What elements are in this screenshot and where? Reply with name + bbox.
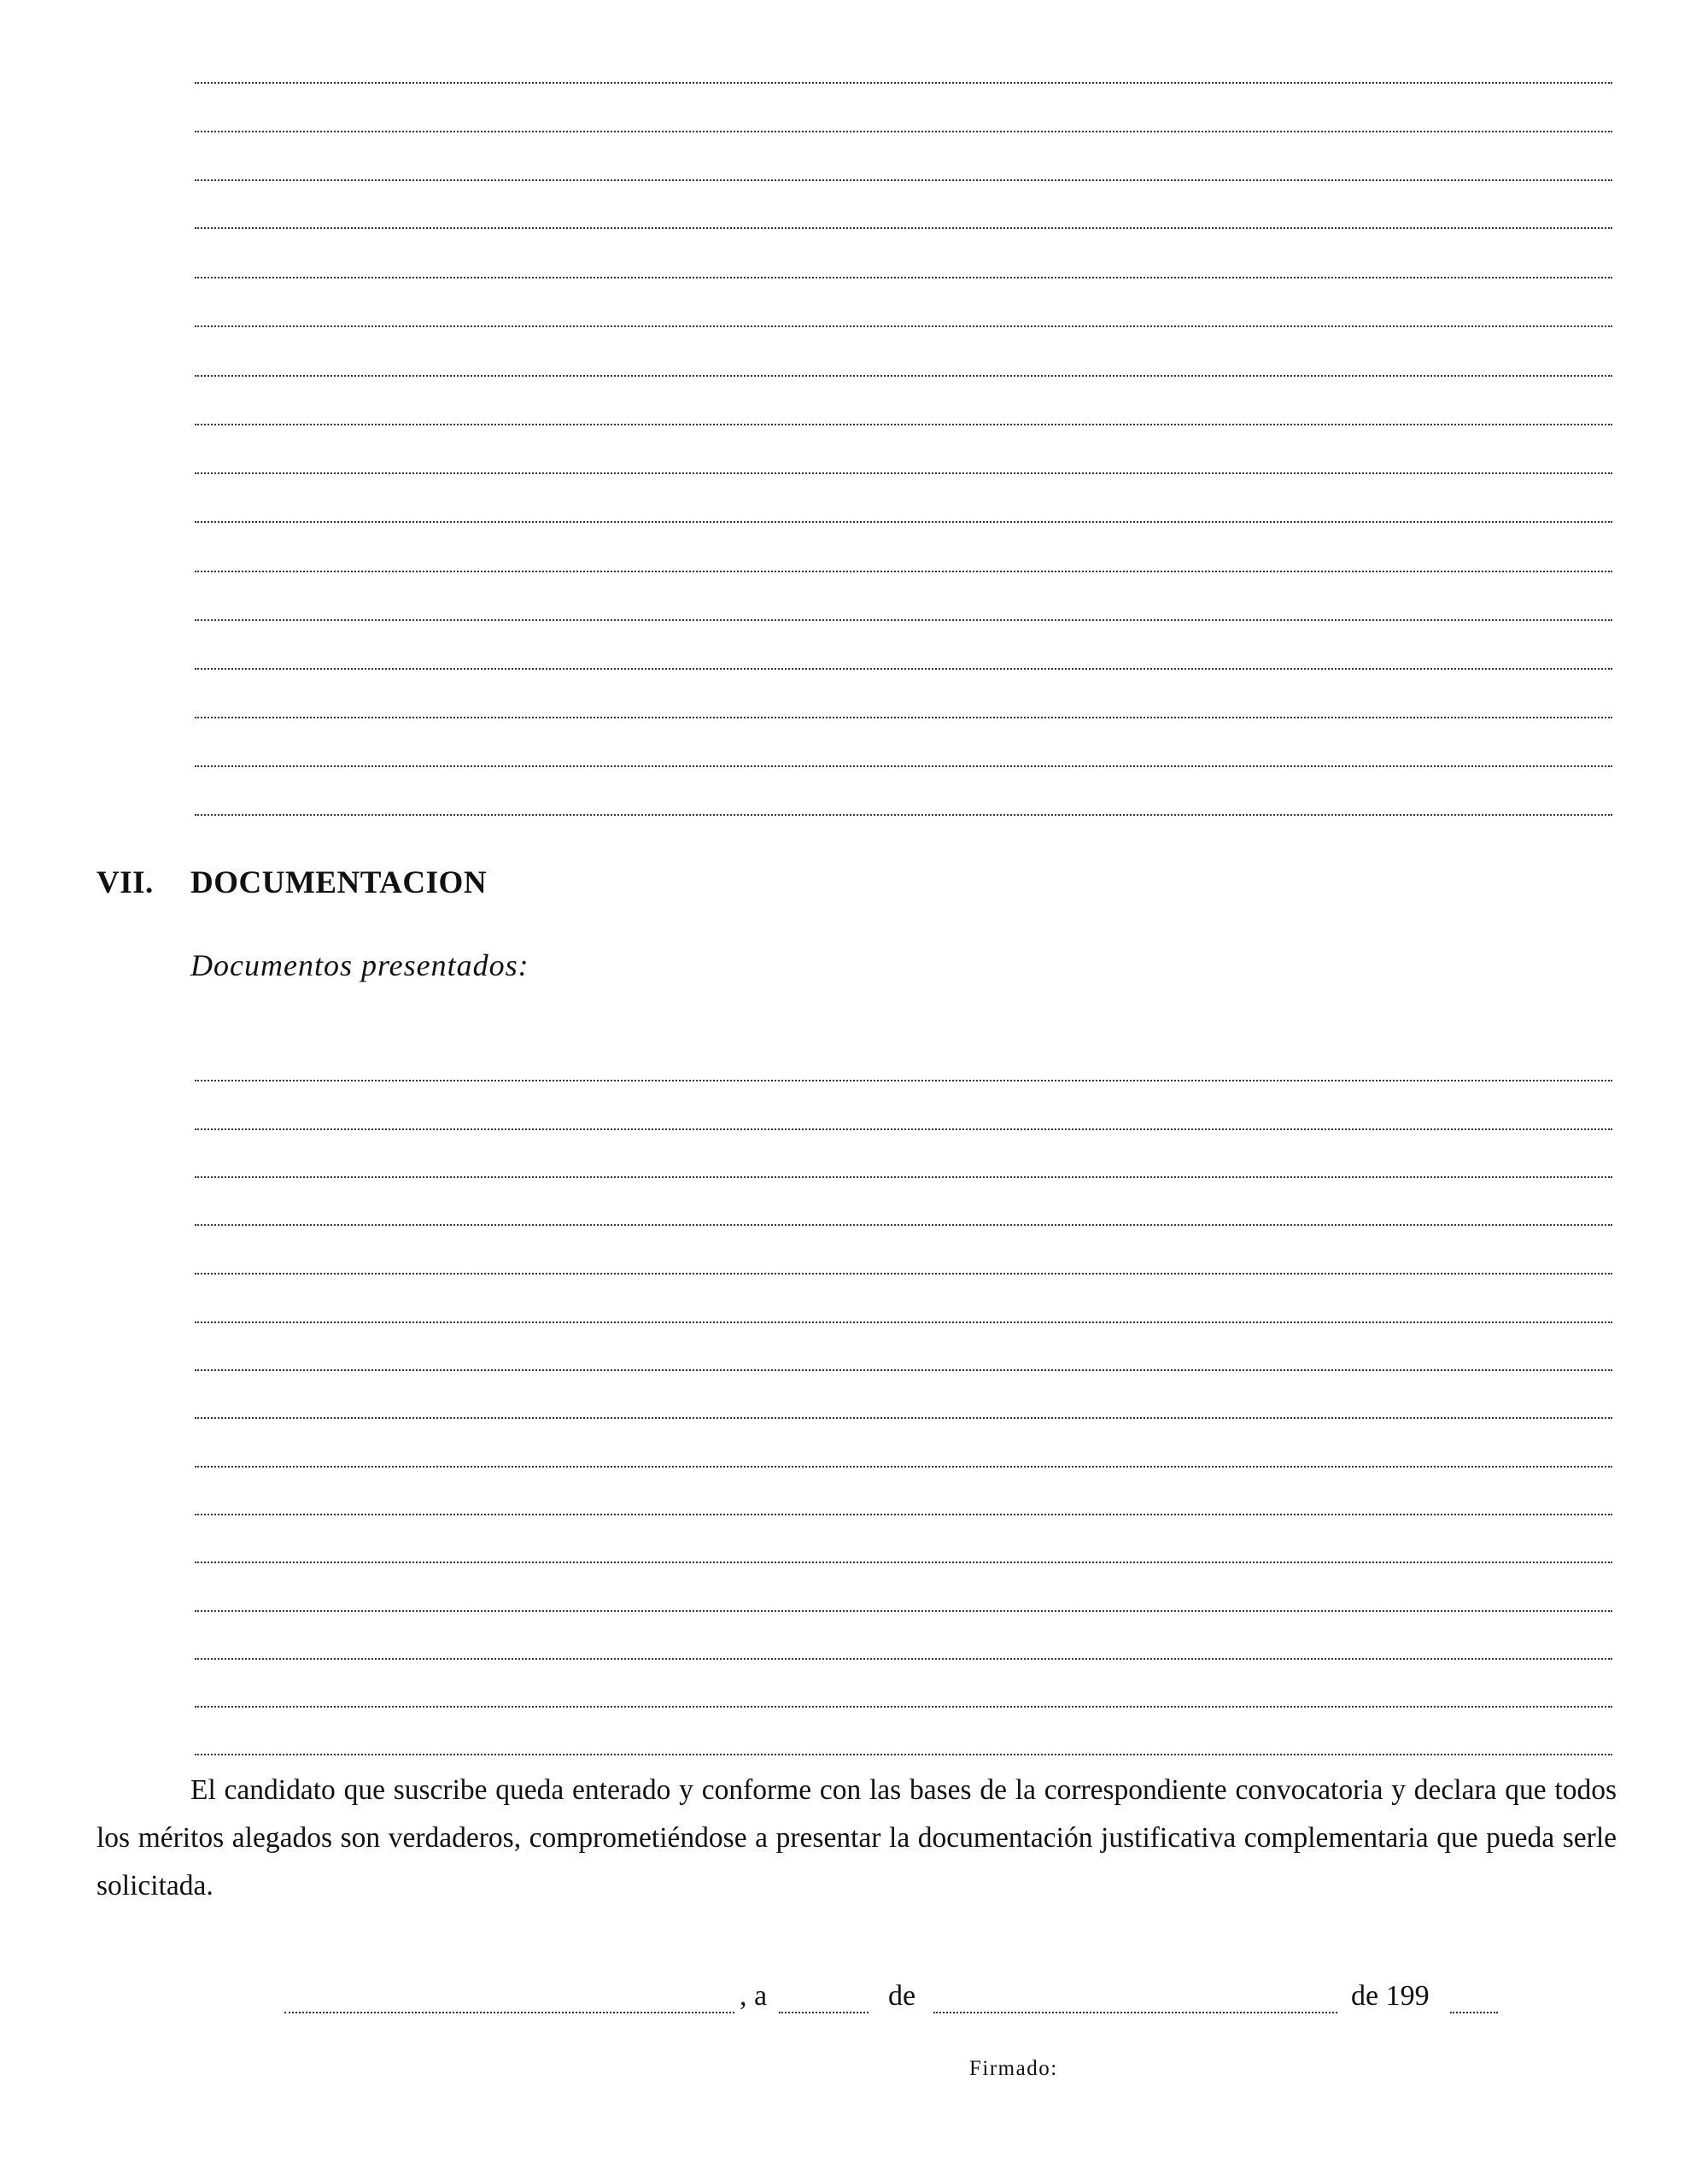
documents-subtitle: Documentos presentados: bbox=[190, 948, 529, 982]
blank-line[interactable] bbox=[195, 668, 1612, 670]
blank-line[interactable] bbox=[195, 765, 1612, 767]
blank-line[interactable] bbox=[195, 1754, 1612, 1755]
previous-section-blank-lines bbox=[195, 0, 1612, 837]
blank-line[interactable] bbox=[195, 277, 1612, 278]
blank-line[interactable] bbox=[195, 227, 1612, 229]
blank-line[interactable] bbox=[195, 619, 1612, 621]
blank-line[interactable] bbox=[195, 131, 1612, 132]
month-field[interactable] bbox=[933, 2012, 1337, 2013]
blank-line[interactable] bbox=[195, 1706, 1612, 1708]
blank-line[interactable] bbox=[195, 1273, 1612, 1275]
blank-line[interactable] bbox=[195, 179, 1612, 181]
blank-line[interactable] bbox=[195, 717, 1612, 718]
documents-blank-lines bbox=[195, 1025, 1612, 1760]
blank-line[interactable] bbox=[195, 571, 1612, 572]
declaration-paragraph: El candidato que suscribe queda enterado y conforme con las bases de la correspondiente convocatoria y declara que todos los méritos alegados son verdaderos, comprometiéndose a presentar la documentación justificativa complementaria que pueda serle solicitada. bbox=[97, 1774, 1617, 1902]
blank-line[interactable] bbox=[195, 1224, 1612, 1226]
blank-line[interactable] bbox=[195, 1514, 1612, 1515]
blank-line[interactable] bbox=[195, 1080, 1612, 1081]
blank-line[interactable] bbox=[195, 1562, 1612, 1563]
blank-line[interactable] bbox=[195, 1658, 1612, 1660]
blank-line[interactable] bbox=[195, 1610, 1612, 1612]
blank-line[interactable] bbox=[195, 1466, 1612, 1468]
section-title: DOCUMENTACION bbox=[190, 865, 488, 900]
month-label: de bbox=[888, 1980, 916, 2012]
year-label: de 199 bbox=[1351, 1980, 1430, 2012]
blank-line[interactable] bbox=[195, 325, 1612, 327]
blank-line[interactable] bbox=[195, 1369, 1612, 1371]
section-number: VII. bbox=[97, 865, 154, 900]
blank-line[interactable] bbox=[195, 472, 1612, 474]
blank-line[interactable] bbox=[195, 424, 1612, 425]
blank-line[interactable] bbox=[195, 1176, 1612, 1178]
blank-line[interactable] bbox=[195, 1128, 1612, 1130]
blank-line[interactable] bbox=[195, 1321, 1612, 1323]
blank-line[interactable] bbox=[195, 82, 1612, 84]
day-field[interactable] bbox=[779, 2012, 869, 2013]
section-heading bbox=[97, 864, 487, 901]
blank-line[interactable] bbox=[195, 814, 1612, 816]
blank-line[interactable] bbox=[195, 375, 1612, 377]
year-field[interactable] bbox=[1450, 2012, 1498, 2013]
blank-line[interactable] bbox=[195, 1417, 1612, 1419]
signed-label: Firmado: bbox=[969, 2057, 1058, 2080]
blank-line[interactable] bbox=[195, 521, 1612, 523]
place-field[interactable] bbox=[284, 2012, 734, 2013]
place-separator: , a bbox=[740, 1980, 768, 2012]
